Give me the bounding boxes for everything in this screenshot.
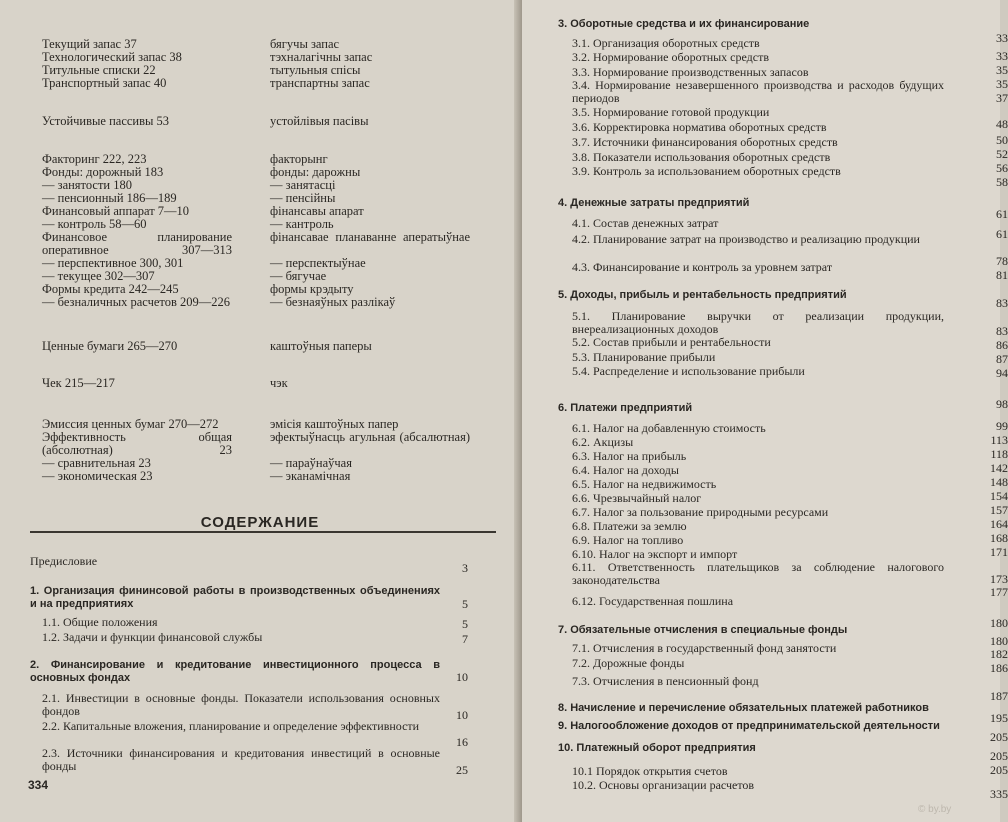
glossary-term-by: фонды: дарожны: [270, 165, 361, 179]
toc-subsection: 4.2. Планирование затрат на производство и реализацию продукции: [572, 232, 920, 246]
glossary-term-ru: — экономическая 23: [42, 469, 153, 483]
toc-page-number: 81: [996, 268, 1008, 282]
glossary-term-ru: Финансовый аппарат 7—10: [42, 204, 190, 218]
toc-subsection: 7.3. Отчисления в пенсионный фонд: [572, 674, 759, 688]
glossary-term-by: — параўнаўчая: [270, 456, 352, 470]
glossary-term-ru: — текущее 302—307: [42, 269, 155, 283]
toc-section-heading: 5. Доходы, прибыль и рентабельность предприятий: [558, 289, 847, 301]
toc-page-number: 3: [462, 561, 468, 575]
toc-subsection: 6.8. Платежи за землю: [572, 519, 687, 533]
toc-page-number: 5: [462, 597, 468, 611]
toc-entry: 2. Финансирование и кредитование инвестиционного процесса в основных фондах: [30, 659, 440, 684]
glossary-term-ru: Титульные списки 22: [42, 63, 156, 77]
glossary-term-ru: Ценные бумаги 265—270: [42, 339, 178, 353]
glossary-term-by: — перспектыўнае: [270, 256, 366, 270]
toc-section-heading: 7. Обязательные отчисления в специальные фонды: [558, 624, 848, 636]
toc-page-number: 33: [996, 49, 1008, 63]
glossary-term-by: — пенсійны: [270, 191, 336, 205]
toc-page-number: 50: [996, 133, 1008, 147]
toc-page-number: 205: [990, 749, 1008, 763]
toc-page-number: 335: [990, 787, 1008, 801]
glossary-term-by: фінансавы апарат: [270, 204, 364, 218]
toc-subsection: 6.5. Налог на недвижимость: [572, 477, 717, 491]
toc-entry: 2.3. Источники финансирования и кредитования инвестиций в основные фонды: [42, 746, 440, 773]
toc-page-number: 86: [996, 338, 1008, 352]
toc-page-number: 148: [990, 475, 1008, 489]
glossary-term-ru: — сравнительная 23: [42, 456, 151, 470]
glossary-term-by: — эканамічная: [270, 469, 351, 483]
toc-page-number: 33: [996, 31, 1008, 45]
toc-page-number: 99: [996, 419, 1008, 433]
toc-page-number: 10: [456, 708, 468, 722]
glossary-term-ru: Транспортный запас 40: [42, 76, 167, 90]
glossary-term-ru: Фонды: дорожный 183: [42, 165, 164, 179]
toc-page-number: 78: [996, 254, 1008, 268]
toc-subsection: 3.9. Контроль за использованием оборотных средств: [572, 164, 841, 178]
toc-subsection: 6.2. Акцизы: [572, 435, 634, 449]
toc-page-number: 180: [990, 634, 1008, 648]
toc-subsection: 6.6. Чрезвычайный налог: [572, 491, 702, 505]
glossary-term-by: — бягучае: [270, 269, 327, 283]
toc-page-number: 94: [996, 366, 1008, 380]
page-number-left: 334: [28, 778, 49, 792]
toc-divider: [30, 531, 496, 533]
toc-page-number: 118: [990, 447, 1008, 461]
glossary-term-by: устойлівыя пасівы: [270, 114, 369, 128]
toc-page-number: 142: [990, 461, 1008, 475]
toc-subsection: 4.1. Состав денежных затрат: [572, 216, 719, 230]
toc-subsection: 5.4. Распределение и использование прибыли: [572, 364, 805, 378]
toc-entry: 1.2. Задачи и функции финансовой службы: [42, 630, 263, 644]
toc-subsection: 6.12. Государственная пошлина: [572, 594, 734, 608]
toc-page-number: 205: [990, 763, 1008, 777]
toc-entry: 2.2. Капитальные вложения, планирование и определение эффективности: [42, 719, 420, 733]
glossary-term-by: фінансавае планаванне аператыўнае: [270, 230, 470, 244]
glossary-term-by: факторынг: [270, 152, 328, 166]
toc-subsection: 6.10. Налог на экспорт и импорт: [572, 547, 738, 561]
toc-subsection: 7.1. Отчисления в государственный фонд занятости: [572, 641, 837, 655]
toc-page-number: 61: [996, 227, 1008, 241]
toc-page-number: 7: [462, 632, 468, 646]
toc-subsection: 5.3. Планирование прибыли: [572, 350, 716, 364]
glossary-term-ru: — перспективное 300, 301: [42, 256, 184, 270]
toc-subsection: 3.8. Показатели использования оборотных средств: [572, 150, 831, 164]
toc-page-number: 177: [990, 585, 1008, 599]
toc-page-number: 180: [990, 616, 1008, 630]
toc-subsection: 4.3. Финансирование и контроль за уровнем затрат: [572, 260, 833, 274]
toc-subsection: 6.9. Налог на топливо: [572, 533, 684, 547]
toc-page-number: 164: [990, 517, 1008, 531]
toc-page-number: 182: [990, 647, 1008, 661]
toc-subsection: 3.5. Нормирование готовой продукции: [572, 105, 770, 119]
toc-page-number: 25: [456, 763, 468, 777]
toc-subsection: 3.6. Корректировка норматива оборотных средств: [572, 120, 827, 134]
toc-subsection: 6.4. Налог на доходы: [572, 463, 679, 477]
toc-page-number: 157: [990, 503, 1008, 517]
toc-page-number: 173: [990, 572, 1008, 586]
toc-subsection: 5.2. Состав прибыли и рентабельности: [572, 335, 771, 349]
toc-page-number: 52: [996, 147, 1008, 161]
glossary-term-ru: Эффективность общая (абсолютная) 23: [42, 430, 232, 457]
glossary-term-ru: — занятости 180: [42, 178, 132, 192]
toc-section-heading: 4. Денежные затраты предприятий: [558, 197, 750, 209]
toc-subsection: 3.7. Источники финансирования оборотных средств: [572, 135, 838, 149]
right-page: [522, 0, 1008, 822]
toc-subsection: 3.3. Нормирование производственных запасов: [572, 65, 809, 79]
toc-page-number: 83: [996, 324, 1008, 338]
toc-page-number: 154: [990, 489, 1008, 503]
toc-page-number: 61: [996, 207, 1008, 221]
glossary-term-by: каштоўныя паперы: [270, 339, 372, 353]
toc-subsection: 3.2. Нормирование оборотных средств: [572, 50, 770, 64]
toc-entry: 1. Организация фининсовой работы в производственных объединениях и на предприятиях: [30, 585, 440, 610]
glossary-term-by: чэк: [270, 376, 288, 390]
toc-subsection: 5.1. Планирование выручки от реализации продукции, внереализационных доходов: [572, 309, 944, 336]
toc-section-heading: 6. Платежи предприятий: [558, 402, 693, 414]
glossary-term-by: эфектыўнасць агульная (абсалютная): [270, 430, 470, 444]
glossary-term-ru: Текущий запас 37: [42, 37, 137, 51]
toc-page-number: 16: [456, 735, 468, 749]
toc-subsection: 3.1. Организация оборотных средств: [572, 36, 760, 50]
toc-title: СОДЕРЖАНИЕ: [200, 514, 320, 531]
toc-subsection: 3.4. Нормирование незавершенного производства и расходов будущих периодов: [572, 78, 944, 105]
toc-subsection: 10.1 Порядок открытия счетов: [572, 764, 728, 778]
glossary-term-by: тытульныя спісы: [270, 63, 361, 77]
toc-page-number: 168: [990, 531, 1008, 545]
toc-page-number: 83: [996, 296, 1008, 310]
toc-page-number: 187: [990, 689, 1008, 703]
toc-page-number: 56: [996, 161, 1008, 175]
toc-page-number: 186: [990, 661, 1008, 675]
glossary-term-ru: — безналичных расчетов 209—226: [42, 295, 230, 309]
toc-page-number: 87: [996, 352, 1008, 366]
toc-page-number: 58: [996, 175, 1008, 189]
toc-page-number: 48: [996, 117, 1008, 131]
glossary-term-ru: Технологический запас 38: [42, 50, 182, 64]
glossary-term-ru: Формы кредита 242—245: [42, 282, 179, 296]
toc-page-number: 10: [456, 670, 468, 684]
toc-page-number: 5: [462, 617, 468, 631]
glossary-term-by: формы крэдыту: [270, 282, 354, 296]
toc-entry: 1.1. Общие положения: [42, 615, 158, 629]
toc-subsection: 6.3. Налог на прибыль: [572, 449, 687, 463]
toc-subsection: 6.7. Налог за пользование природными ресурсами: [572, 505, 829, 519]
glossary-term-ru: Эмиссия ценных бумаг 270—272: [42, 417, 219, 431]
glossary-term-by: тэхналагічны запас: [270, 50, 373, 64]
toc-page-number: 113: [990, 433, 1008, 447]
glossary-term-by: эмісія каштоўных папер: [270, 417, 399, 431]
glossary-term-ru: — контроль 58—60: [42, 217, 147, 231]
toc-subsection: 6.11. Ответственность плательщиков за соблюдение налогового законодательства: [572, 560, 944, 587]
glossary-term-by: бягучы запас: [270, 37, 340, 51]
toc-subsection: 6.1. Налог на добавленную стоимость: [572, 421, 766, 435]
toc-section-heading: 3. Оборотные средства и их финансирование: [558, 18, 810, 30]
toc-entry: 2.1. Инвестиции в основные фонды. Показатели использования основных фондов: [42, 691, 440, 718]
glossary-term-ru: Факторинг 222, 223: [42, 152, 147, 166]
glossary-term-by: — безнаяўных разлікаў: [270, 295, 396, 309]
toc-subsection: 10.2. Основы организации расчетов: [572, 778, 755, 792]
toc-section-heading: 9. Налогообложение доходов от предпринимательской деятельности: [558, 720, 940, 732]
glossary-term-by: транспартны запас: [270, 76, 370, 90]
glossary-term-ru: — пенсионный 186—189: [42, 191, 177, 205]
toc-section-heading: 8. Начисление и перечисление обязательных платежей работников: [558, 702, 929, 714]
toc-page-number: 98: [996, 397, 1008, 411]
watermark: © by.by: [918, 804, 952, 815]
glossary-term-ru: Устойчивые пассивы 53: [42, 114, 170, 128]
toc-page-number: 171: [990, 545, 1008, 559]
toc-entry: Предисловие: [30, 554, 98, 568]
glossary-term-by: — кантроль: [270, 217, 334, 231]
toc-section-heading: 10. Платежный оборот предприятия: [558, 742, 756, 754]
glossary-term-by: — занятасці: [270, 178, 336, 192]
glossary-term-ru: Чек 215—217: [42, 376, 115, 390]
toc-subsection: 7.2. Дорожные фонды: [572, 656, 685, 670]
glossary-term-ru: Финансовое планирование оперативное 307—313: [42, 230, 232, 257]
toc-page-number: 35: [996, 77, 1008, 91]
toc-page-number: 195: [990, 711, 1008, 725]
toc-page-number: 205: [990, 730, 1008, 744]
toc-page-number: 35: [996, 63, 1008, 77]
toc-page-number: 37: [996, 91, 1008, 105]
